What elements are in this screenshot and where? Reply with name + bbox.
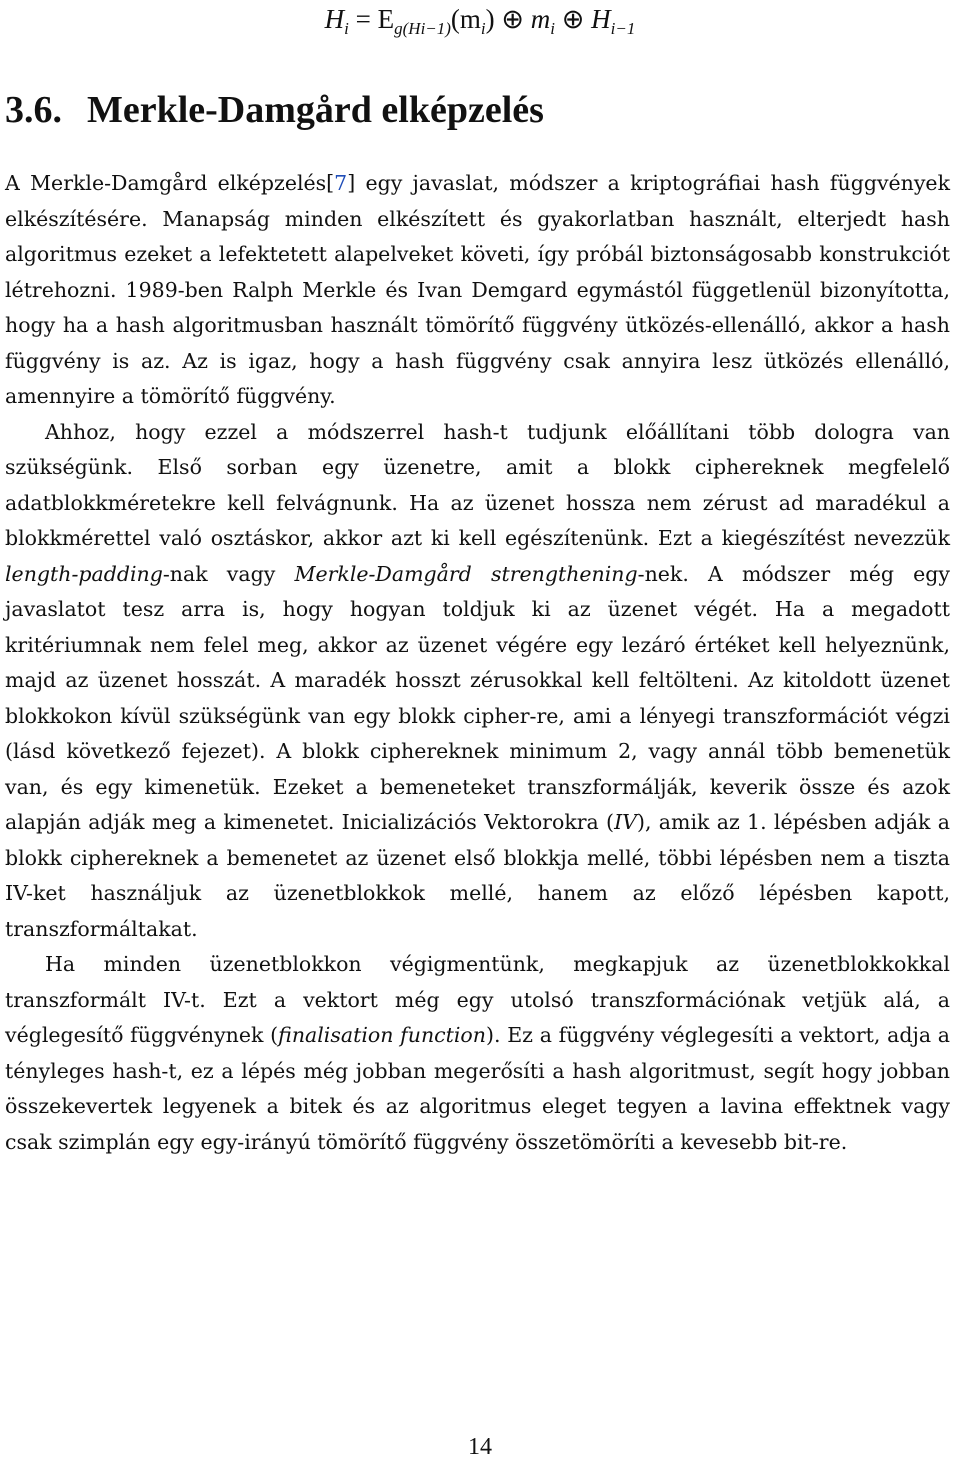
p2-text-2: -nak vagy <box>162 561 295 586</box>
p2-text-4: ), amik az 1. lépésben adják a blokk ciphereknek a bemenetet az üzenet első blokkja mellé, többi lépésben nem a tiszta IV-ket használjuk az üzenetblokkok mellé, hanem az előző lépésben kapott, transzformáltakat. <box>5 810 950 941</box>
eq-m: m <box>530 4 551 34</box>
p2-term-length-padding: length-padding <box>5 561 163 586</box>
p2-text-1: Ahhoz, hogy ezzel a módszerrel hash-t tudjunk előállítani több dologra van szükségünk. Első sorban egy üzenetre, amit a blokk ciphereknek megfelelő adatblokkméretekre kell felvágnunk. Ha az üzenet hossza nem zérust ad maradékul a blokkmérettel való osztáskor, akkor azt ki kell egészítenünk. Ezt a kiegészítést nevezzük <box>5 419 950 550</box>
eq-e-sub: g(Hi−1) <box>394 19 451 38</box>
section-title: Merkle-Damgård elképzelés <box>87 89 544 131</box>
p3-text-2: ). Ez a függvény véglegesíti a vektort, adja a tényleges hash-t, ez a lépés még jobban megerősíti a hash algoritmust, segít hogy jobban összekevertek legyenek a bitek és az algoritmus eleget tegyen a lavina effektnek vagy csak szimplán egy egy-irányú tömörítő függvény összetömöríti a kevesebb bit-re. <box>5 1023 951 1154</box>
p3-term-finalisation-function: finalisation function <box>278 1023 486 1047</box>
eq-arg-close: ) <box>485 4 495 34</box>
eq-arg-sub: i <box>480 19 486 38</box>
section-body <box>5 166 950 1160</box>
p2-math-iv: IV <box>614 810 637 834</box>
document-page <box>5 0 950 1463</box>
citation-link[interactable]: 7 <box>334 171 348 195</box>
section-number: 3.6. <box>5 89 62 131</box>
p1-text-before-citation: A Merkle-Damgård elképzelés[ <box>5 171 335 195</box>
p3-text-1: Ha minden üzenetblokkon végigmentünk, megkapjuk az üzenetblokkokkal transzformált IV-t. Ezt a vektort még egy utolsó transzformációnak vetjük alá, a véglegesítő függvénynek ( <box>5 952 950 1047</box>
paragraph-1 <box>5 166 950 415</box>
eq-lhs: H <box>324 4 345 34</box>
hash-chain-equation <box>5 2 955 36</box>
eq-xor-1: ⊕ <box>494 4 531 34</box>
paragraph-3 <box>5 947 950 1160</box>
p1-text-after-citation: ] egy javaslat, módszer a kriptográfiai hash függvények elkészítésére. Manapság minden elkészített és gyakorlatban használt, elterjedt hash algoritmus ezeket a lefektetett alapelveket követi, így próbál biztonságosabb konstrukciót létrehozni. 1989-ben Ralph Merkle és Ivan Demgard egymástól függetlenül bizonyította, hogy ha a hash algoritmusban használt tömörítő függvény ütközés-ellenálló, akkor a hash függvény is az. Az is igaz, hogy a hash függvény csak annyira lesz ütközés ellenálló, amennyire a tömörítő függvény. <box>5 171 950 408</box>
p2-text-3: -nek. A módszer még egy javaslatot tesz arra is, hogy hogyan toldjuk ki az üzenet végét. Ha a megadott kritériumnak nem felel meg, akkor az üzenet végére egy lezáró értéket kell helyeznünk, majd az üzenet hosszát. A maradék hosszt zérusokkal kell feltölteni. Az kitoldott üzenet blokkokon kívül szükségünk van egy blokk cipher-re, ami a lényegi transzformációt végzi (lásd következő fejezet). A blokk ciphereknek minimum 2, vagy annál több bemenetük van, és egy kimenetük. Ezeket a bemeneteket transzformálják, keverik össze és azok alapján adják meg a kimenetet. Inicializációs Vektorokra ( <box>5 561 950 834</box>
eq-h: H <box>591 4 611 34</box>
eq-h-sub: i−1 <box>610 19 636 38</box>
eq-xor-2: ⊕ <box>555 4 592 34</box>
page-number: 14 <box>468 1434 492 1460</box>
eq-arg-open: (m <box>450 4 481 34</box>
paragraph-2 <box>5 415 950 948</box>
section-heading <box>5 88 544 132</box>
p2-term-strengthening: Merkle-Damgård strengthening <box>294 561 638 586</box>
eq-equals-e: = E <box>348 4 395 34</box>
eq-lhs-sub: i <box>344 19 349 38</box>
eq-m-sub: i <box>550 19 556 38</box>
